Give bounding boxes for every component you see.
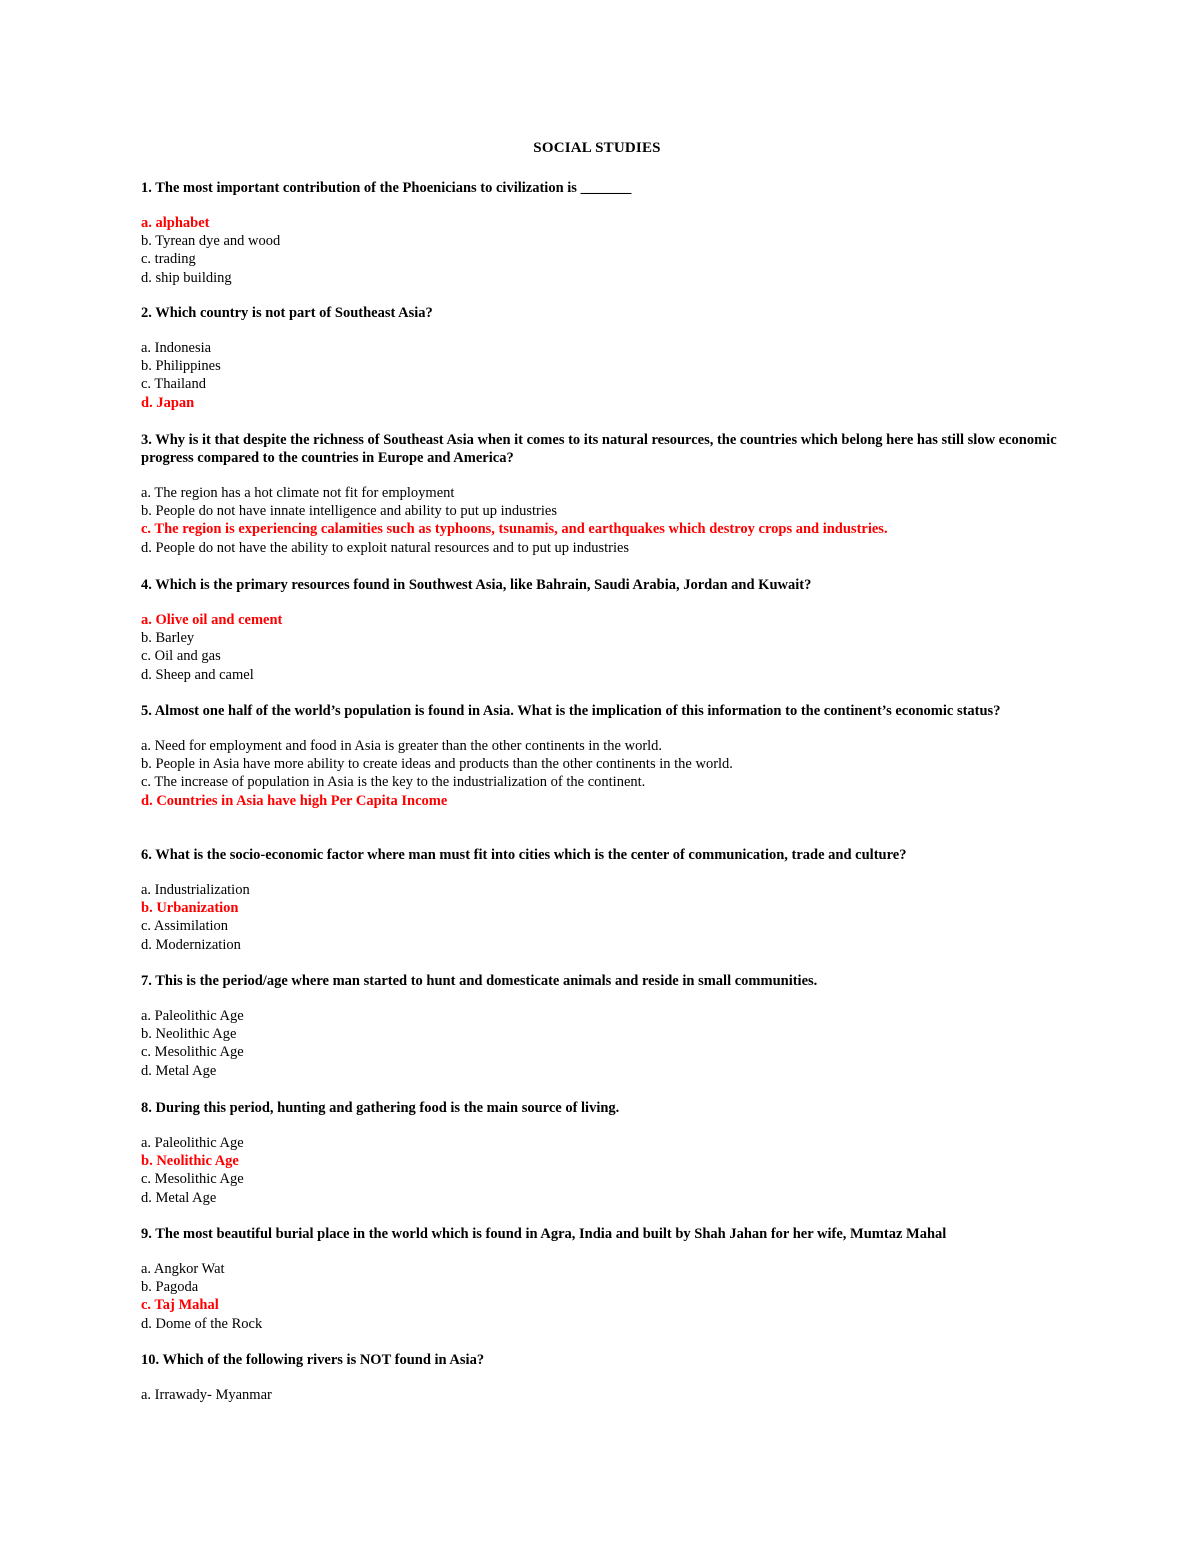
correct-answer-option: a. alphabet bbox=[141, 215, 210, 231]
question-text: 4. Which is the primary resources found in Southwest Asia, like Bahrain, Saudi Arabia, Jordan and Kuwait? bbox=[141, 577, 812, 593]
option-item: d. Metal Age bbox=[141, 1189, 217, 1206]
option-item: c. The increase of population in Asia is the key to the industrialization of the continent. bbox=[141, 774, 646, 791]
question-5 bbox=[141, 702, 1071, 810]
option-item: a. Indonesia bbox=[141, 340, 212, 356]
option-item: a. The region has a hot climate not fit for employment bbox=[141, 485, 455, 501]
question-2 bbox=[141, 304, 1071, 412]
question-text: 8. During this period, hunting and gathering food is the main source of living. bbox=[141, 1100, 620, 1116]
question-4 bbox=[141, 576, 1071, 684]
question-3 bbox=[141, 431, 1071, 557]
question-8 bbox=[141, 1099, 1071, 1207]
correct-answer-option: b. Neolithic Age bbox=[141, 1153, 239, 1170]
options-list bbox=[141, 1386, 1071, 1404]
options-list bbox=[141, 214, 1071, 287]
option-item: c. Mesolithic Age bbox=[141, 1044, 244, 1061]
question-text: 1. The most important contribution of the Phoenicians to civilization is _______ bbox=[141, 180, 632, 196]
options-list bbox=[141, 1134, 1071, 1207]
option-item: b. Pagoda bbox=[141, 1279, 199, 1296]
correct-answer-option: d. Japan bbox=[141, 394, 195, 411]
correct-answer-option: b. Urbanization bbox=[141, 900, 239, 917]
options-list bbox=[141, 611, 1071, 684]
option-item: d. People do not have the ability to exploit natural resources and to put up industries bbox=[141, 539, 630, 556]
question-text: 7. This is the period/age where man started to hunt and domesticate animals and reside in small communities. bbox=[141, 973, 818, 989]
question-9 bbox=[141, 1225, 1071, 1333]
option-item: d. Modernization bbox=[141, 936, 241, 953]
question-text: 6. What is the socio-economic factor where man must fit into cities which is the center of communication, trade and culture? bbox=[141, 847, 907, 863]
option-item: d. Sheep and camel bbox=[141, 666, 254, 683]
options-list bbox=[141, 1007, 1071, 1080]
option-item: a. Angkor Wat bbox=[141, 1261, 225, 1277]
options-list bbox=[141, 339, 1071, 412]
option-item: d. Dome of the Rock bbox=[141, 1315, 263, 1332]
option-item: a. Industrialization bbox=[141, 882, 250, 898]
option-item: c. Assimilation bbox=[141, 918, 228, 935]
question-6 bbox=[141, 846, 1071, 954]
options-list bbox=[141, 484, 1071, 557]
options-list bbox=[141, 737, 1071, 810]
option-item: c. Oil and gas bbox=[141, 648, 221, 665]
page-title: SOCIAL STUDIES bbox=[533, 140, 661, 156]
option-item: c. trading bbox=[141, 251, 196, 268]
option-item: b. Tyrean dye and wood bbox=[141, 233, 281, 250]
option-item: d. ship building bbox=[141, 269, 232, 286]
question-7 bbox=[141, 972, 1071, 1080]
option-item: a. Paleolithic Age bbox=[141, 1008, 244, 1024]
option-item: a. Irrawady- Myanmar bbox=[141, 1387, 272, 1403]
question-text: 3. Why is it that despite the richness of Southeast Asia when it comes to its natural resources, the countries which belong here has still slow economic progress compared to the countries in Europe and America? bbox=[141, 432, 1057, 466]
option-item: a. Need for employment and food in Asia is greater than the other continents in the world. bbox=[141, 738, 663, 754]
option-item: b. Barley bbox=[141, 630, 195, 647]
correct-answer-option: c. Taj Mahal bbox=[141, 1297, 219, 1314]
option-item: b. People do not have innate intelligence and ability to put up industries bbox=[141, 503, 557, 520]
options-list bbox=[141, 1260, 1071, 1333]
option-item: d. Metal Age bbox=[141, 1062, 217, 1079]
question-1 bbox=[141, 179, 1071, 287]
option-item: c. Thailand bbox=[141, 376, 206, 393]
question-text: 10. Which of the following rivers is NOT found in Asia? bbox=[141, 1352, 485, 1368]
question-text: 2. Which country is not part of Southeast Asia? bbox=[141, 305, 433, 321]
correct-answer-option: c. The region is experiencing calamities such as typhoons, tsunamis, and earthquakes which destroy crops and industries. bbox=[141, 521, 888, 538]
option-item: b. Philippines bbox=[141, 358, 221, 375]
options-list bbox=[141, 881, 1071, 954]
question-text: 9. The most beautiful burial place in the world which is found in Agra, India and built by Shah Jahan for her wife, Mumtaz Mahal bbox=[141, 1226, 947, 1242]
option-item: b. Neolithic Age bbox=[141, 1026, 237, 1043]
correct-answer-option: a. Olive oil and cement bbox=[141, 612, 283, 628]
question-text: 5. Almost one half of the world’s population is found in Asia. What is the implication of this information to the continent’s economic status? bbox=[141, 703, 1001, 719]
correct-answer-option: d. Countries in Asia have high Per Capita Income bbox=[141, 792, 448, 809]
option-item: a. Paleolithic Age bbox=[141, 1135, 244, 1151]
option-item: c. Mesolithic Age bbox=[141, 1171, 244, 1188]
option-item: b. People in Asia have more ability to create ideas and products than the other continents in the world. bbox=[141, 756, 733, 773]
question-10 bbox=[141, 1351, 1071, 1404]
